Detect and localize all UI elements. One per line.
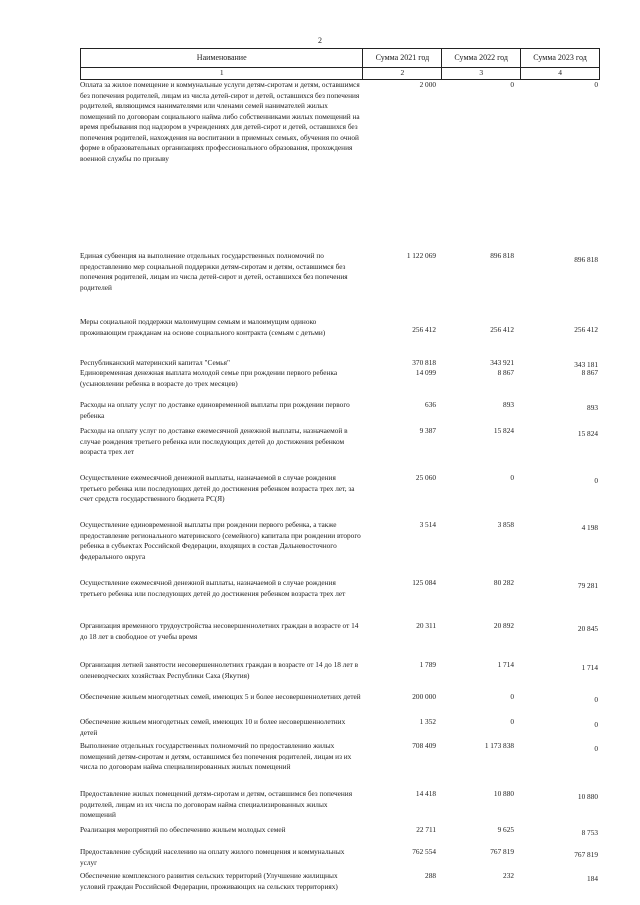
row-name: Организация временного трудоустройства несовершеннолетних граждан в возрасте от 14 до 18 лет в свободное от учебы время xyxy=(80,621,359,641)
value-2022: 8 867 xyxy=(497,368,514,377)
row-name: Реализация мероприятий по обеспечению жильем молодых семей xyxy=(80,825,286,834)
value-2021: 1 122 069 xyxy=(406,251,436,260)
value-2022: 10 880 xyxy=(493,789,514,798)
value-2021: 20 311 xyxy=(416,621,436,630)
column-number: 2 xyxy=(362,68,441,79)
value-2022: 3 858 xyxy=(497,520,514,529)
value-2023: 0 xyxy=(594,80,598,89)
value-2022: 0 xyxy=(510,692,514,701)
row-name: Предоставление жилых помещений детям-сиротам и детям, оставшимся без попечения родителей, лицам из их числа по договорам найма специализированных жилых помещений xyxy=(80,789,353,819)
value-2022: 0 xyxy=(510,473,514,482)
value-2023: 0 xyxy=(594,476,598,485)
value-2023: 20 845 xyxy=(577,624,598,633)
value-2023: 0 xyxy=(594,744,598,753)
value-2023: 10 880 xyxy=(577,792,598,801)
value-2023: 184 xyxy=(587,874,598,883)
value-2021: 256 412 xyxy=(412,325,436,334)
value-2021: 14 418 xyxy=(415,789,436,798)
value-2022: 232 xyxy=(503,871,514,880)
row-name: Обеспечение комплексного развития сельских территорий (Улучшение жилищных условий граждан Российской Федерации, проживающих на сельских территориях) xyxy=(80,871,338,891)
value-2022: 0 xyxy=(510,80,514,89)
value-2021: 762 554 xyxy=(412,847,436,856)
row-name: Оплата за жилое помещение и коммунальные услуги детям-сиротам и детям, оставшимся без попечения родителей, лицам из числа детей-сирот и детей, оставшихся без попечения родителей, являющимся нанимателями или членами семей нанимателей жилых помещений по договорам социального найма либо собственниками жилых помещений на время пребывания под надзором в учреждениях для детей-сирот и детей, оставшихся без попечения родителей, нахождения на воспитании в приемных семьях, обучения по очной форме в образовательных организациях профессионального образования, прохождения военной службы по призыву xyxy=(80,80,360,163)
row-name: Республиканский материнский капитал "Семья" xyxy=(80,358,230,367)
column-number: 1 xyxy=(219,68,224,78)
budget-table xyxy=(80,48,600,890)
table-header xyxy=(80,48,600,68)
value-2022: 1 173 838 xyxy=(484,741,514,750)
value-2021: 14 099 xyxy=(415,368,436,377)
value-2021: 2 000 xyxy=(419,80,436,89)
column-number: 3 xyxy=(441,68,520,79)
header-2023: Сумма 2023 год xyxy=(520,49,599,67)
row-name: Меры социальной поддержки малоимущим семьям и малоимущим одиноко проживающим гражданам на основе социального контракта (семьям с детьми) xyxy=(80,317,326,337)
value-2023: 79 281 xyxy=(577,581,598,590)
value-2022: 343 921 xyxy=(490,358,514,367)
row-name: Единая субвенция на выполнение отдельных государственных полномочий по предоставлению мер социальной поддержки детям-сиротам и детям, оставшимся без попечения родителей, лицам из числа детей-сирот и детей, оставшихся без попечения родителей xyxy=(80,251,348,292)
value-2023: 256 412 xyxy=(574,325,598,334)
value-2021: 1 789 xyxy=(419,660,436,669)
row-name: Обеспечение жильем многодетных семей, имеющих 5 и более несовершеннолетних детей xyxy=(80,692,361,701)
value-2023: 767 819 xyxy=(574,850,598,859)
value-2021: 288 xyxy=(425,871,436,880)
value-2021: 3 514 xyxy=(419,520,436,529)
value-2021: 1 352 xyxy=(419,717,436,726)
column-number: 4 xyxy=(520,68,599,79)
row-name: Выполнение отдельных государственных полномочий по предоставлению жилых помещений детям-сиротам и детям, оставшимся без попечения родителей, лицам из их числа по договорам найма специализированных жилых помещений xyxy=(80,741,352,771)
column-numbers-row xyxy=(80,68,600,80)
row-name: Осуществление ежемесячной денежной выплаты, назначаемой в случае рождения третьего ребенка или последующих детей до достижения ребенком возраста трех лет, за счет средств государственного бюджета РС(Я) xyxy=(80,473,355,503)
row-name: Осуществление единовременной выплаты при рождении первого ребенка, а также предоставление регионального материнского (семейного) капитала при рождении второго ребенка в субъектах Российской Федерации, входящих в состав Дальневосточного федерального округа xyxy=(80,520,361,561)
value-2021: 370 818 xyxy=(412,358,436,367)
value-2021: 708 409 xyxy=(412,741,436,750)
row-name: Предоставление субсидий населению на оплату жилого помещения и коммунальных услуг xyxy=(80,847,345,867)
value-2021: 25 060 xyxy=(415,473,436,482)
header-2022: Сумма 2022 год xyxy=(441,49,520,67)
value-2022: 9 625 xyxy=(497,825,514,834)
value-2023: 893 xyxy=(587,403,598,412)
header-2021: Сумма 2021 год xyxy=(362,49,441,67)
row-name: Расходы на оплату услуг по доставке ежемесячной денежной выплаты, назначаемой в случае рождения третьего ребенка или последующих детей до достижения ребенком возраста трех лет xyxy=(80,426,348,456)
row-name: Расходы на оплату услуг по доставке единовременной выплаты при рождении первого ребенка xyxy=(80,400,350,420)
value-2023: 8 753 xyxy=(581,828,598,837)
value-2021: 636 xyxy=(425,400,436,409)
value-2023: 0 xyxy=(594,720,598,729)
value-2021: 200 000 xyxy=(412,692,436,701)
value-2021: 9 387 xyxy=(419,426,436,435)
row-name: Обеспечение жильем многодетных семей, имеющих 10 и более несовершеннолетних детей xyxy=(80,717,346,737)
value-2021: 125 084 xyxy=(412,578,436,587)
table-body xyxy=(80,80,600,890)
value-2023: 4 198 xyxy=(581,523,598,532)
row-name: Единовременная денежная выплата молодой семье при рождении первого ребенка (усыновлении ребенка в возрасте до трех месяцев) xyxy=(80,368,338,388)
value-2023: 1 714 xyxy=(581,663,598,672)
value-2023: 0 xyxy=(594,695,598,704)
value-2021: 22 711 xyxy=(416,825,436,834)
value-2022: 767 819 xyxy=(490,847,514,856)
value-2023: 8 867 xyxy=(581,368,598,377)
row-name: Осуществление ежемесячной денежной выплаты, назначаемой в случае рождения третьего ребенка или последующих детей до достижения ребенком возраста трех лет xyxy=(80,578,346,598)
value-2022: 1 714 xyxy=(497,660,514,669)
value-2022: 15 824 xyxy=(493,426,514,435)
value-2023: 15 824 xyxy=(577,429,598,438)
header-name: Наименование xyxy=(196,52,247,62)
value-2022: 20 892 xyxy=(493,621,514,630)
value-2023: 343 181 xyxy=(574,360,598,369)
page-number: 2 xyxy=(318,36,322,45)
value-2022: 256 412 xyxy=(490,325,514,334)
row-name: Организация летней занятости несовершеннолетних граждан в возрасте от 14 до 18 лет в оленеводческих хозяйствах Республики Саха (Якутия) xyxy=(80,660,359,680)
value-2023: 896 818 xyxy=(574,255,598,264)
value-2022: 80 282 xyxy=(493,578,514,587)
value-2022: 893 xyxy=(503,400,514,409)
value-2022: 0 xyxy=(510,717,514,726)
value-2022: 896 818 xyxy=(490,251,514,260)
